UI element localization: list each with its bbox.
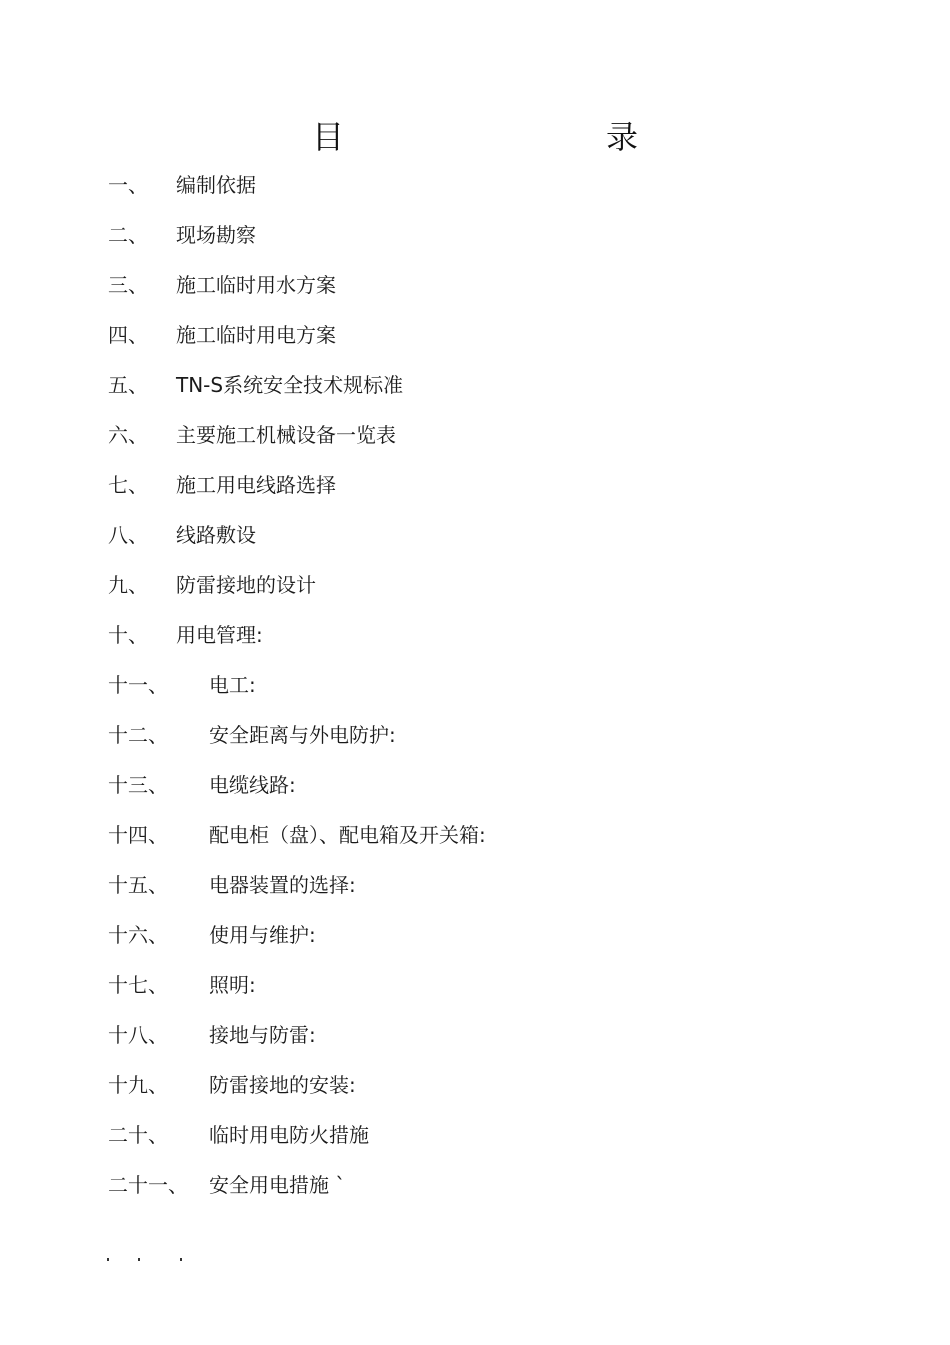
toc-entry-text: 使用与维护: (209, 923, 316, 947)
toc-number: 十一、 (108, 673, 168, 697)
toc-entry-text: 配电柜（盘）、配电箱及开关箱: (209, 823, 486, 847)
toc-entry-text: 施工用电线路选择 (176, 473, 336, 497)
toc-number: 十三、 (108, 773, 168, 797)
toc-item (108, 970, 868, 1020)
toc-entry-text: 接地与防雷: (209, 1023, 316, 1047)
toc-item (108, 820, 868, 870)
toc-item (108, 420, 868, 470)
scan-mark (138, 1258, 140, 1261)
toc-entry-text: 施工临时用电方案 (176, 323, 336, 347)
toc-entry-text: 施工临时用水方案 (176, 273, 336, 297)
toc-item (108, 870, 868, 920)
toc-number: 十六、 (108, 923, 168, 947)
toc-item (108, 270, 868, 320)
toc-number: 五、 (108, 373, 148, 397)
toc-entry-text: 安全用电措施 ` (209, 1173, 346, 1197)
toc-number: 二十一、 (108, 1173, 188, 1197)
toc-number: 十七、 (108, 973, 168, 997)
toc-number: 八、 (108, 523, 148, 547)
toc-item (108, 670, 868, 720)
toc-entry-text: 现场勘察 (176, 223, 256, 247)
toc-item (108, 920, 868, 970)
toc-item (108, 1170, 868, 1220)
toc-entry-text: 防雷接地的安装: (209, 1073, 356, 1097)
toc-entry-text: 照明: (209, 973, 256, 997)
toc-number: 十九、 (108, 1073, 168, 1097)
toc-item (108, 620, 868, 670)
toc-entry-text: 用电管理: (176, 623, 263, 647)
toc-entry-text: 安全距离与外电防护: (209, 723, 396, 747)
scan-mark (107, 1258, 109, 1261)
toc-number: 十二、 (108, 723, 168, 747)
toc-entry-text: 防雷接地的设计 (176, 573, 316, 597)
toc-item (108, 520, 868, 570)
toc-number: 十四、 (108, 823, 168, 847)
toc-item (108, 170, 868, 220)
toc-number: 四、 (108, 323, 148, 347)
toc-entry-text: 电工: (209, 673, 256, 697)
toc-item (108, 770, 868, 820)
toc-item (108, 470, 868, 520)
toc-item (108, 1070, 868, 1120)
toc-item (108, 570, 868, 620)
toc-number: 一、 (108, 173, 148, 197)
toc-number: 七、 (108, 473, 148, 497)
toc-item (108, 1120, 868, 1170)
toc-entry-text: 线路敷设 (176, 523, 256, 547)
toc-title: 目 录 (311, 118, 704, 156)
toc-entry-text: TN-S系统安全技术规标准 (176, 373, 404, 397)
toc-entry-text: 电器装置的选择: (209, 873, 356, 897)
toc-item (108, 220, 868, 270)
toc-list (108, 170, 868, 1220)
toc-number: 九、 (108, 573, 148, 597)
toc-number: 二、 (108, 223, 148, 247)
toc-number: 六、 (108, 423, 148, 447)
toc-number: 十八、 (108, 1023, 168, 1047)
toc-number: 十五、 (108, 873, 168, 897)
toc-entry-text: 电缆线路: (209, 773, 296, 797)
toc-item (108, 320, 868, 370)
scan-marks (107, 1258, 197, 1264)
toc-entry-text: 编制依据 (176, 173, 256, 197)
toc-item (108, 720, 868, 770)
scan-mark (180, 1258, 182, 1261)
toc-item (108, 1020, 868, 1070)
toc-item (108, 370, 868, 420)
toc-entry-text: 主要施工机械设备一览表 (176, 423, 396, 447)
toc-number: 十、 (108, 623, 148, 647)
toc-number: 二十、 (108, 1123, 168, 1147)
toc-entry-text: 临时用电防火措施 (209, 1123, 369, 1147)
toc-number: 三、 (108, 273, 148, 297)
